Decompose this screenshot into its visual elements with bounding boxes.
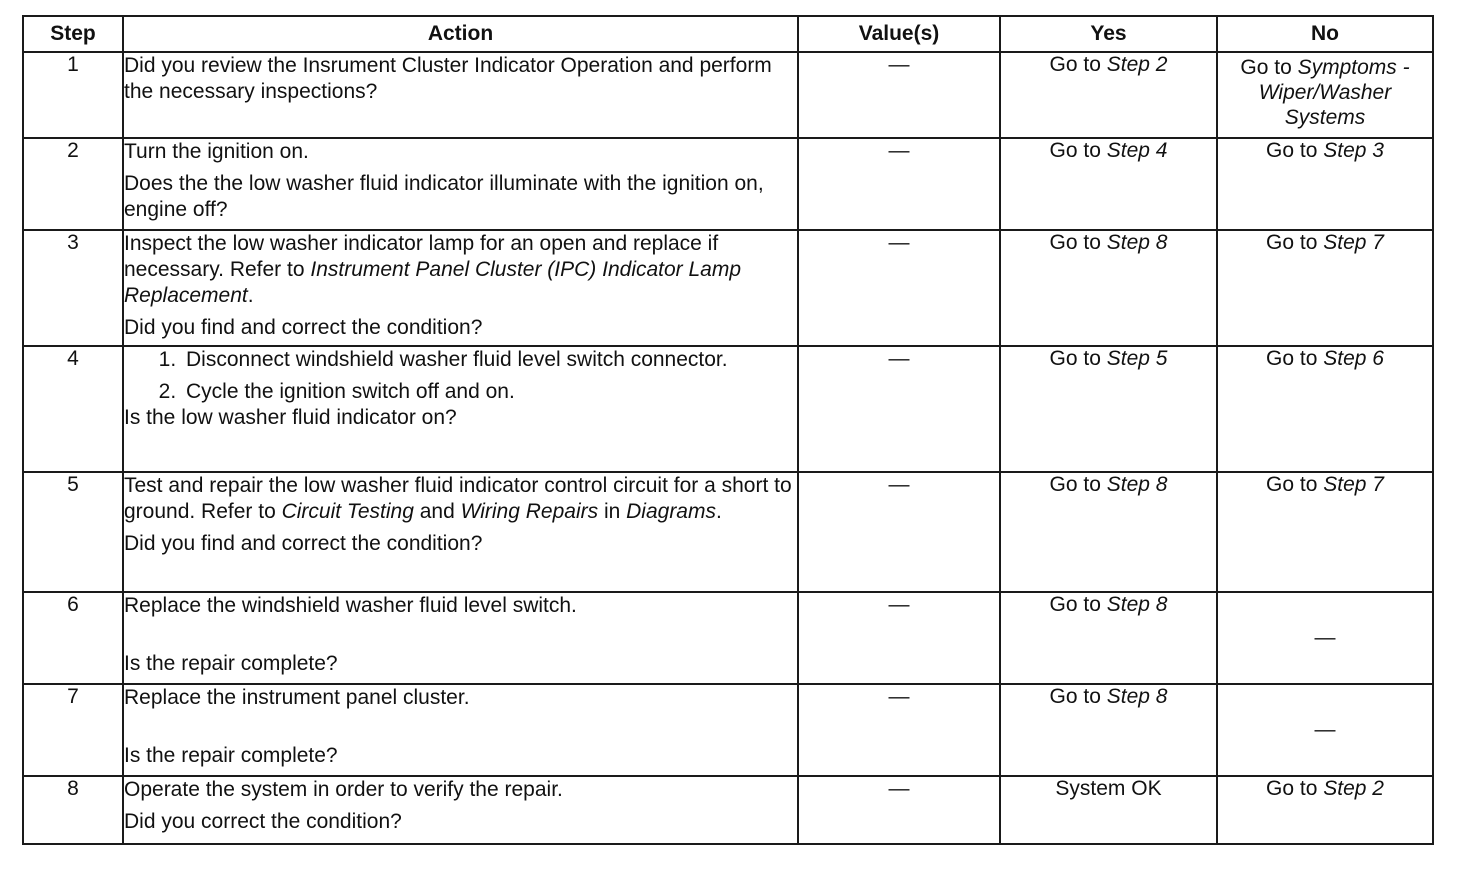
no-prefix: Go to xyxy=(1266,139,1324,162)
action-cell xyxy=(123,684,798,776)
no-cell: — xyxy=(1217,592,1433,684)
yes-prefix: Go to xyxy=(1049,53,1107,76)
no-step-ref: Step 2 xyxy=(1323,777,1384,800)
no-cell xyxy=(1217,230,1433,346)
value-cell: — xyxy=(798,472,1000,592)
header-yes: Yes xyxy=(1000,16,1217,52)
yes-step-ref: Step 5 xyxy=(1106,347,1168,370)
action-text-pre: Test and repair the low washer fluid indicator control circuit for a short to ground. Refer to xyxy=(124,474,792,523)
value-cell: — xyxy=(798,230,1000,346)
step-number: 6 xyxy=(23,592,123,684)
yes-step-ref: Step 8 xyxy=(1106,593,1168,616)
action-cell xyxy=(123,346,798,472)
action-text xyxy=(124,473,797,525)
action-text-pre: Inspect the low washer indicator lamp for an open and replace if necessary. Refer to xyxy=(124,232,719,281)
list-item: 1. Disconnect windshield washer fluid level switch connector. xyxy=(182,347,797,373)
yes-prefix: Go to xyxy=(1049,231,1107,254)
yes-step-ref: Step 4 xyxy=(1106,139,1168,162)
yes-cell xyxy=(1000,52,1217,138)
action-cell xyxy=(123,230,798,346)
no-step-ref: Step 3 xyxy=(1323,139,1384,162)
action-text: Replace the windshield washer fluid level switch. xyxy=(124,594,577,617)
value-cell: — xyxy=(798,138,1000,230)
table-row xyxy=(23,138,1433,230)
action-text-post: . xyxy=(715,500,722,523)
yes-prefix: Go to xyxy=(1049,593,1107,616)
action-question: Is the repair complete? xyxy=(124,744,338,767)
reference-ipc-lamp-replacement: Instrument Panel Cluster (IPC) Indicator Lamp Replacement xyxy=(124,258,742,307)
step-number: 8 xyxy=(23,776,123,844)
action-cell xyxy=(123,52,798,138)
no-step-ref: Step 7 xyxy=(1323,473,1384,496)
no-cell xyxy=(1217,346,1433,472)
yes-cell xyxy=(1000,592,1217,684)
value-cell: — xyxy=(798,346,1000,472)
action-text-mid2: in xyxy=(598,500,627,523)
table-header-row xyxy=(23,16,1433,52)
action-text: Operate the system in order to verify the repair. xyxy=(124,778,563,801)
value-cell: — xyxy=(798,592,1000,684)
header-no: No xyxy=(1217,16,1433,52)
action-question: Did you correct the condition? xyxy=(124,810,402,833)
no-prefix: Go to xyxy=(1240,56,1298,79)
yes-cell xyxy=(1000,684,1217,776)
reference-diagrams: Diagrams xyxy=(626,500,716,523)
table-row xyxy=(23,346,1433,472)
step-number: 2 xyxy=(23,138,123,230)
value-cell: — xyxy=(798,684,1000,776)
yes-prefix: Go to xyxy=(1049,347,1107,370)
yes-step-ref: Step 8 xyxy=(1106,685,1168,708)
no-cell xyxy=(1217,776,1433,844)
value-cell: — xyxy=(798,52,1000,138)
table-row xyxy=(23,472,1433,592)
yes-prefix: Go to xyxy=(1049,473,1107,496)
table-row xyxy=(23,776,1433,844)
action-question: Did you find and correct the condition? xyxy=(124,316,483,339)
yes-step-ref: Step 8 xyxy=(1106,231,1168,254)
action-cell xyxy=(123,472,798,592)
no-cell xyxy=(1217,52,1433,138)
action-list xyxy=(124,347,797,405)
no-prefix: Go to xyxy=(1266,231,1324,254)
table-row xyxy=(23,230,1433,346)
step-number: 4 xyxy=(23,346,123,472)
no-cell xyxy=(1217,138,1433,230)
value-cell: — xyxy=(798,776,1000,844)
action-text: Turn the ignition on. xyxy=(124,140,309,163)
yes-step-ref: Step 8 xyxy=(1106,473,1168,496)
action-question: Does the the low washer fluid indicator illuminate with the ignition on, engine off? xyxy=(124,172,764,221)
action-text: Replace the instrument panel cluster. xyxy=(124,686,470,709)
step-number: 1 xyxy=(23,52,123,138)
yes-prefix: Go to xyxy=(1049,139,1107,162)
diagnostic-table xyxy=(22,15,1434,845)
no-cell xyxy=(1217,472,1433,592)
action-question: Did you find and correct the condition? xyxy=(124,532,483,555)
table-row xyxy=(23,684,1433,776)
no-prefix: Go to xyxy=(1266,347,1324,370)
header-values: Value(s) xyxy=(798,16,1000,52)
no-cell: — xyxy=(1217,684,1433,776)
yes-cell xyxy=(1000,346,1217,472)
yes-cell xyxy=(1000,138,1217,230)
step-number: 3 xyxy=(23,230,123,346)
no-step-ref: Step 7 xyxy=(1323,231,1384,254)
step-number: 7 xyxy=(23,684,123,776)
list-item: 2. Cycle the ignition switch off and on. xyxy=(182,379,797,405)
reference-circuit-testing: Circuit Testing xyxy=(281,500,414,523)
no-step-ref: Step 6 xyxy=(1323,347,1384,370)
yes-cell xyxy=(1000,472,1217,592)
yes-prefix: Go to xyxy=(1049,685,1107,708)
step-number: 5 xyxy=(23,472,123,592)
yes-cell xyxy=(1000,230,1217,346)
no-step-ref: Symptoms - Wiper/Washer Systems xyxy=(1258,56,1410,129)
action-text-post: . xyxy=(247,284,254,307)
header-step: Step xyxy=(23,16,123,52)
action-question: Is the low washer fluid indicator on? xyxy=(124,406,457,429)
table-row xyxy=(23,592,1433,684)
action-cell xyxy=(123,592,798,684)
table-row xyxy=(23,52,1433,138)
action-text xyxy=(124,231,797,309)
action-text: Did you review the Insrument Cluster Indicator Operation and perform the necessary inspections? xyxy=(124,54,772,103)
yes-step-ref: Step 2 xyxy=(1106,53,1168,76)
no-prefix: Go to xyxy=(1266,473,1324,496)
action-text-mid: and xyxy=(413,500,461,523)
reference-wiring-repairs: Wiring Repairs xyxy=(460,500,599,523)
action-question: Is the repair complete? xyxy=(124,652,338,675)
no-prefix: Go to xyxy=(1266,777,1324,800)
action-cell xyxy=(123,138,798,230)
yes-cell: System OK xyxy=(1000,776,1217,844)
action-cell xyxy=(123,776,798,844)
header-action: Action xyxy=(123,16,798,52)
